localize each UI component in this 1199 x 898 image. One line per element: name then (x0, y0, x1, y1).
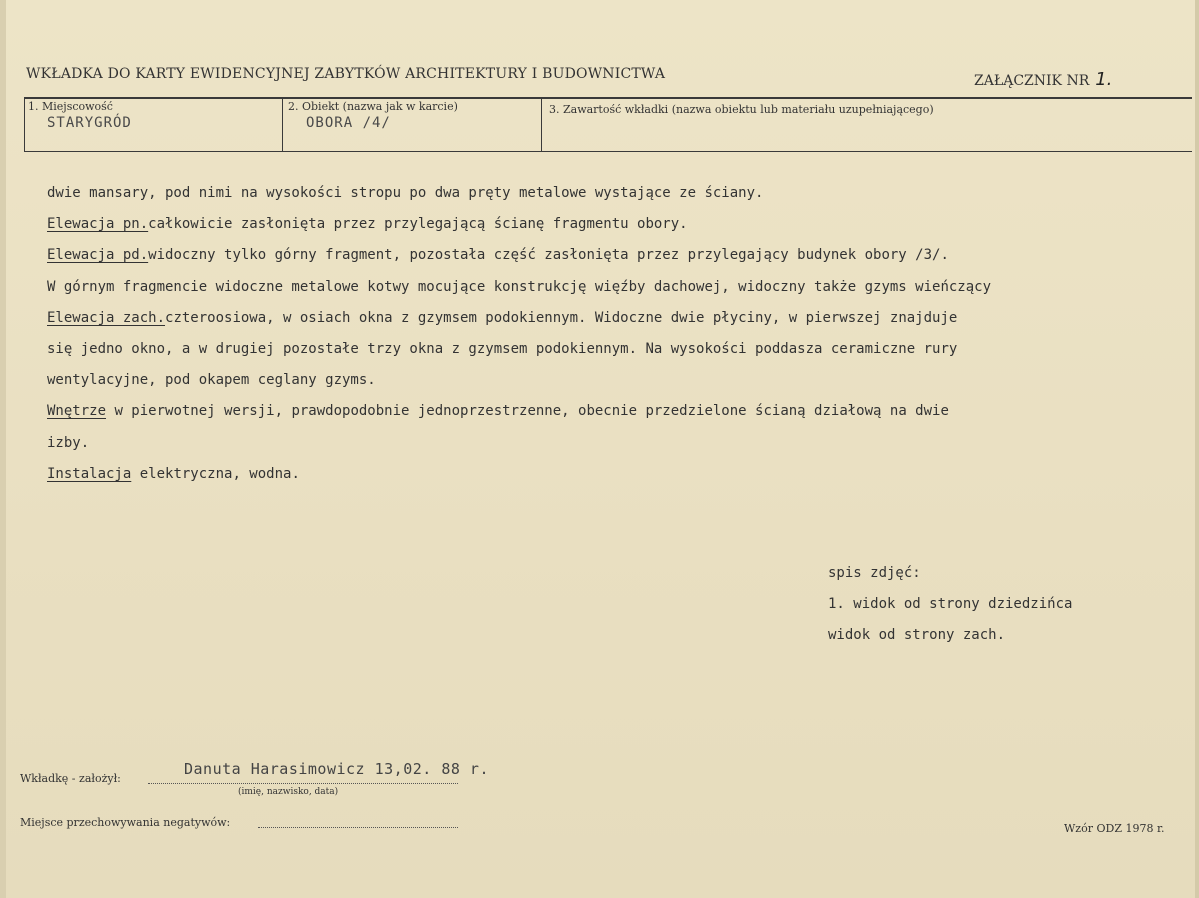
description-line (47, 209, 1197, 240)
line-text: widoczny tylko górny fragment, pozostała część zasłonięta przez przylegający budynek obory /3/. (148, 247, 949, 264)
section-heading: Elewacja zach. (47, 309, 166, 326)
line-text: całkowicie zasłonięta przez przylegającą ścianę fragmentu obory. (148, 216, 688, 233)
header-rule (24, 97, 1192, 99)
line-text: elektryczna, wodna. (131, 465, 300, 482)
line-text: w pierwotnej wersji, prawdopodobnie jednoprzestrzenne, obecnie przedzielone ścianą działową na dwie (106, 403, 949, 420)
object-value: OBORA /4/ (306, 115, 391, 131)
line-text: izby. (47, 434, 90, 451)
fields-bottom-rule (24, 151, 1192, 152)
description-line (47, 240, 1197, 271)
section-heading: Elewacja pn. (47, 216, 149, 233)
field-divider-2 (541, 98, 542, 152)
contents-label: 3. Zawartość wkładki (nazwa obiektu lub materiału uzupełniającego) (549, 103, 934, 116)
description-line (47, 303, 1197, 334)
negatives-location-dotted-line (258, 827, 458, 828)
insert-author-dotted-line (148, 783, 458, 784)
line-text: wentylacyjne, pod okapem ceglany gzyms. (47, 372, 376, 389)
photo-list (828, 558, 1072, 651)
locality-label: 1. Miejscowość (28, 100, 113, 113)
description-line (47, 334, 1197, 365)
line-text: czteroosiowa, w osiach okna z gzymsem podokiennym. Widoczne dwie płyciny, w pierwszej znajduje (165, 309, 958, 326)
insert-author-caption: (imię, nazwisko, data) (238, 787, 339, 797)
section-heading: Elewacja pd. (47, 247, 149, 264)
description-text (47, 178, 1197, 490)
description-line (47, 428, 1197, 459)
negatives-location-label: Miejsce przechowywania negatywów: (20, 816, 231, 829)
description-line (47, 178, 1197, 209)
insert-author-signature: Danuta Harasimowicz 13,02. 88 r. (184, 760, 489, 778)
photo-list-item: 1. widok od strony dziedzińca (828, 596, 1073, 612)
section-heading: Instalacja (47, 465, 132, 482)
locality-value: STARYGRÓD (47, 115, 132, 131)
description-line (47, 459, 1197, 490)
description-line (47, 396, 1197, 427)
line-text: dwie mansary, pod nimi na wysokości stropu po dwa pręty metalowe wystające ze ściany. (47, 185, 764, 201)
card-title: WKŁADKA DO KARTY EWIDENCYJNEJ ZABYTKÓW ARCHITEKTURY I BUDOWNICTWA (26, 66, 666, 82)
form-model-note: Wzór ODZ 1978 r. (1064, 822, 1165, 835)
description-line (47, 365, 1197, 396)
field-divider-1 (282, 98, 283, 152)
annex-label-text: ZAŁĄCZNIK NR (974, 73, 1090, 89)
field-divider-left (24, 98, 25, 152)
photo-list-title: spis zdjęć: (828, 565, 921, 581)
description-line (47, 272, 1197, 303)
annex-number: 1. (1095, 69, 1113, 90)
insert-author-label: Wkładkę - założył: (20, 772, 121, 785)
object-label: 2. Obiekt (nazwa jak w karcie) (288, 100, 458, 113)
section-heading: Wnętrze (47, 403, 107, 420)
photo-list-item: widok od strony zach. (828, 627, 1006, 643)
card-edge-left (0, 0, 6, 898)
line-text: się jedno okno, a w drugiej pozostałe trzy okna z gzymsem podokiennym. Na wysokości poddasza ceramiczne rury (47, 340, 958, 357)
line-text: W górnym fragmencie widoczne metalowe kotwy mocujące konstrukcję więźby dachowej, widoczny także gzyms wieńczący (47, 278, 992, 295)
annex-label (974, 69, 1112, 90)
